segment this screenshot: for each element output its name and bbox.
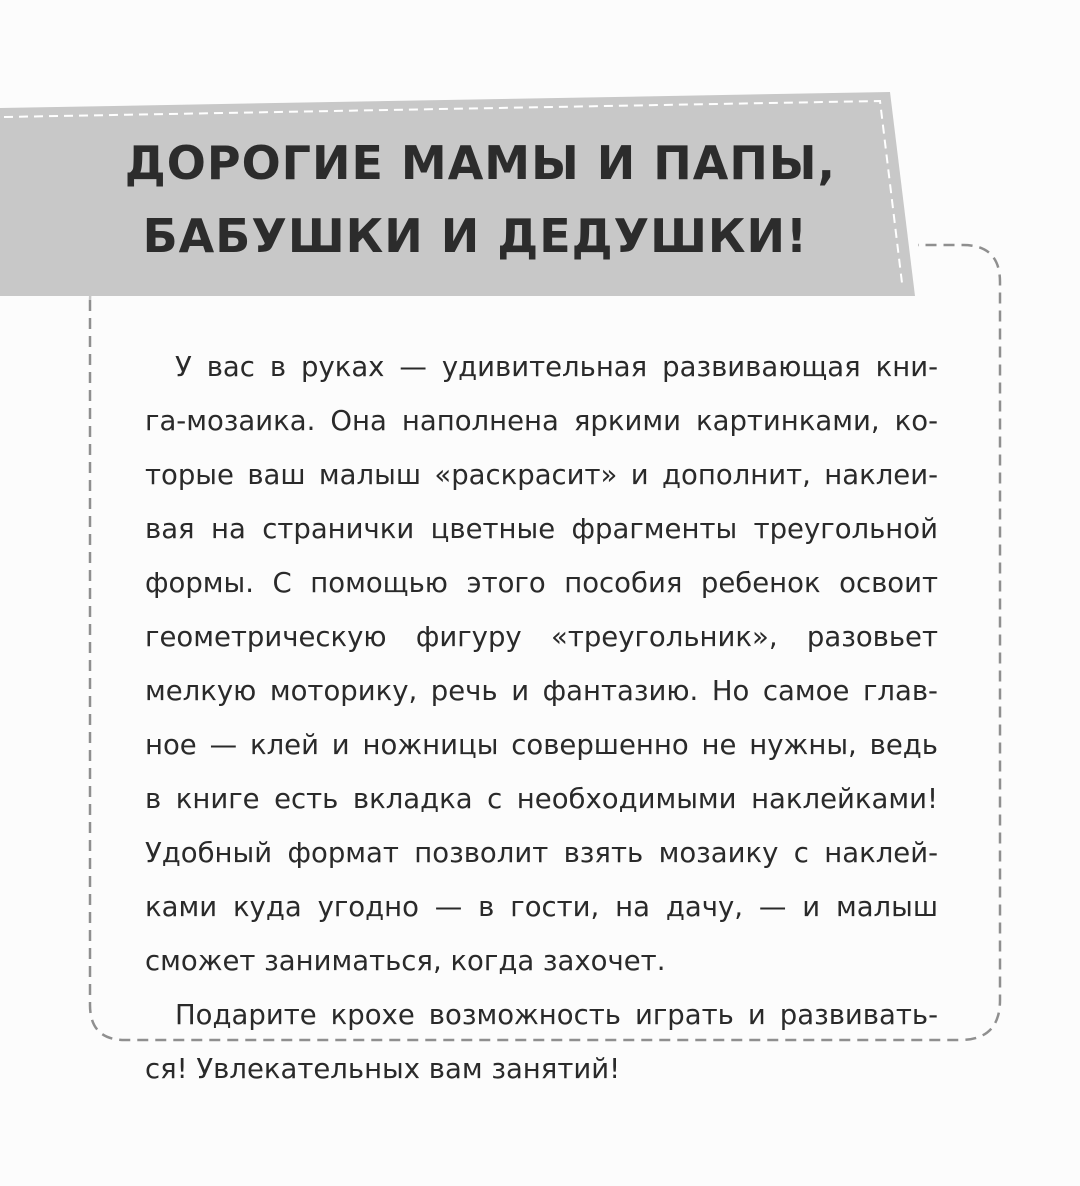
text-line: в книге есть вкладка с необходимыми наклейками!	[145, 783, 938, 815]
text-line: ся! Увлекательных вам занятий!	[145, 1053, 621, 1085]
text-line: У вас в руках — удивительная развивающая кни-	[175, 351, 938, 383]
text-line: вая на странички цветные фрагменты треугольной	[145, 513, 938, 545]
text-line: геометрическую фигуру «треугольник», разовьет	[145, 621, 938, 653]
text-line: торые ваш малыш «раскрасит» и дополнит, наклеи-	[145, 459, 938, 491]
text-line: Подарите крохе возможность играть и развивать-	[175, 999, 938, 1031]
paragraph-2	[145, 988, 938, 1096]
text-line: формы. С помощью этого пособия ребенок освоит	[145, 567, 938, 599]
body-text	[145, 340, 938, 1096]
heading-line-1: ДОРОГИЕ МАМЫ И ПАПЫ,	[124, 136, 836, 190]
text-line: мелкую моторику, речь и фантазию. Но самое глав-	[145, 675, 938, 707]
text-line: ное — клей и ножницы совершенно не нужны, ведь	[145, 729, 938, 761]
text-line: Удобный формат позволит взять мозаику с наклей-	[145, 837, 938, 869]
text-line: сможет заниматься, когда захочет.	[145, 945, 666, 977]
heading-banner	[0, 92, 915, 296]
paragraph-1	[145, 340, 938, 988]
text-line: ками куда угодно — в гости, на дачу, — и малыш	[145, 891, 938, 923]
text-line: га-мозаика. Она наполнена яркими картинками, ко-	[145, 405, 938, 437]
heading-line-2: БАБУШКИ И ДЕДУШКИ!	[142, 209, 808, 263]
